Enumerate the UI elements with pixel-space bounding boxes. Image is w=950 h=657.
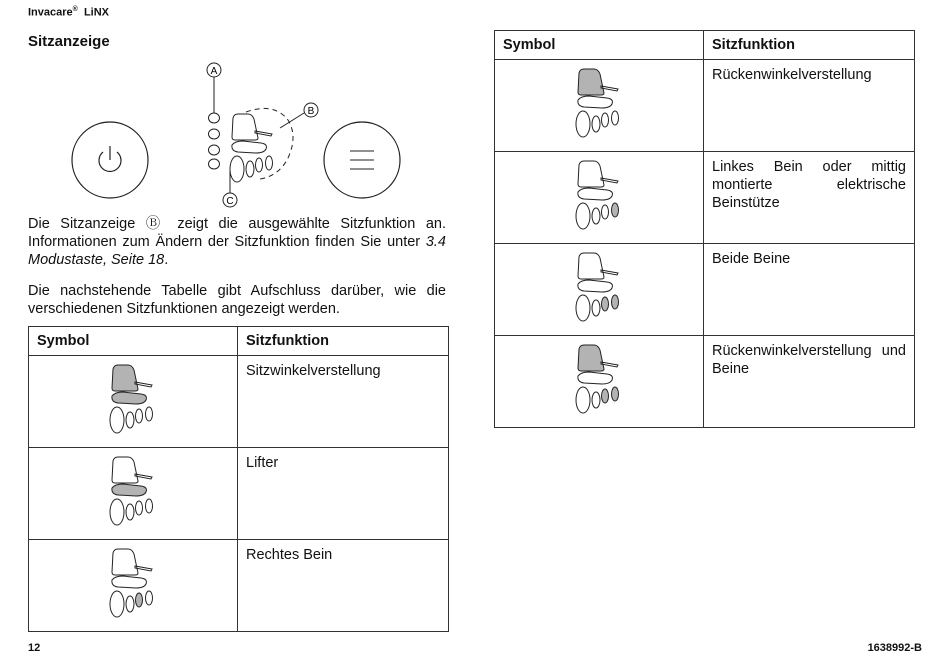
- table-row: [29, 540, 449, 632]
- table-header-row: [29, 327, 449, 356]
- column-header-function: Sitzfunktion: [704, 31, 915, 60]
- registered-mark: ®: [72, 6, 78, 13]
- menu-button-icon: [324, 122, 400, 198]
- symbol-cell: [495, 60, 704, 152]
- table-header-row: [495, 31, 915, 60]
- both-legs-icon: [569, 249, 629, 329]
- table-row: [29, 448, 449, 540]
- column-header-function: Sitzfunktion: [238, 327, 449, 356]
- table-row: [29, 356, 449, 448]
- callout-b-label: B: [307, 106, 315, 117]
- column-header-symbol: Symbol: [495, 31, 704, 60]
- table-row: [495, 60, 915, 152]
- function-cell: Rückenwinkelverstellung: [704, 60, 915, 152]
- table-row: [495, 152, 915, 244]
- symbol-cell: [29, 448, 238, 540]
- callout-c: [223, 170, 237, 207]
- intro-text-middle: zeigt die ausgewählte Sitzfunktion an. Informationen zum Ändern der Sitzfunktion finden Sie unter: [28, 216, 447, 250]
- callout-c-label: C: [226, 196, 234, 207]
- page-number: 12: [28, 642, 41, 654]
- function-cell: Rückenwinkelverstellung und Beine: [704, 336, 915, 428]
- callout-a: [207, 63, 221, 113]
- callout-b-marker: Ⓑ: [145, 216, 167, 232]
- document-id: 1638992-B: [867, 642, 922, 654]
- seat-function-indicator-icon: [230, 114, 273, 182]
- seat-function-table-left: [28, 326, 449, 632]
- backrest-angle-icon: [569, 65, 629, 145]
- intro-paragraph: [28, 215, 446, 269]
- section-title: Sitzanzeige: [28, 33, 110, 50]
- seat-function-table-right: [494, 30, 915, 428]
- intro-text-start: Die Sitzanzeige: [28, 216, 146, 232]
- power-button-icon: [72, 122, 148, 198]
- column-header-symbol: Symbol: [29, 327, 238, 356]
- table-intro-paragraph: Die nachstehende Tabelle gibt Aufschluss darüber, wie die verschiedenen Sitzfunktionen angezeigt werden.: [28, 283, 446, 317]
- brand-name: Invacare: [28, 6, 73, 19]
- symbol-cell: [495, 244, 704, 336]
- function-cell: Lifter: [238, 448, 449, 540]
- symbol-cell: [495, 152, 704, 244]
- function-cell: Sitzwinkelverstellung: [238, 356, 449, 448]
- function-cell: Rechtes Bein: [238, 540, 449, 632]
- table-row: [495, 244, 915, 336]
- function-cell: Beide Beine: [704, 244, 915, 336]
- symbol-cell: [29, 356, 238, 448]
- callout-a-label: A: [210, 66, 218, 77]
- page-header: [28, 6, 109, 19]
- callout-b: [280, 103, 318, 128]
- seat-indicator-diagram: [60, 58, 410, 213]
- function-cell: Linkes Bein oder mittig montierte elektrische Beinstütze: [704, 152, 915, 244]
- right-leg-icon: [103, 545, 163, 625]
- intro-text-end: .: [164, 252, 169, 268]
- cross-reference-link[interactable]: 3.4 Modustaste, Seite 18: [28, 234, 446, 268]
- table-row: [495, 336, 915, 428]
- symbol-cell: [495, 336, 704, 428]
- symbol-cell: [29, 540, 238, 632]
- mode-indicator-leds: [209, 113, 220, 169]
- lifter-icon: [103, 453, 163, 533]
- backrest-and-legs-icon: [569, 341, 629, 421]
- left-leg-icon: [569, 157, 629, 237]
- seat-angle-icon: [103, 361, 163, 441]
- product-name: LiNX: [83, 6, 110, 19]
